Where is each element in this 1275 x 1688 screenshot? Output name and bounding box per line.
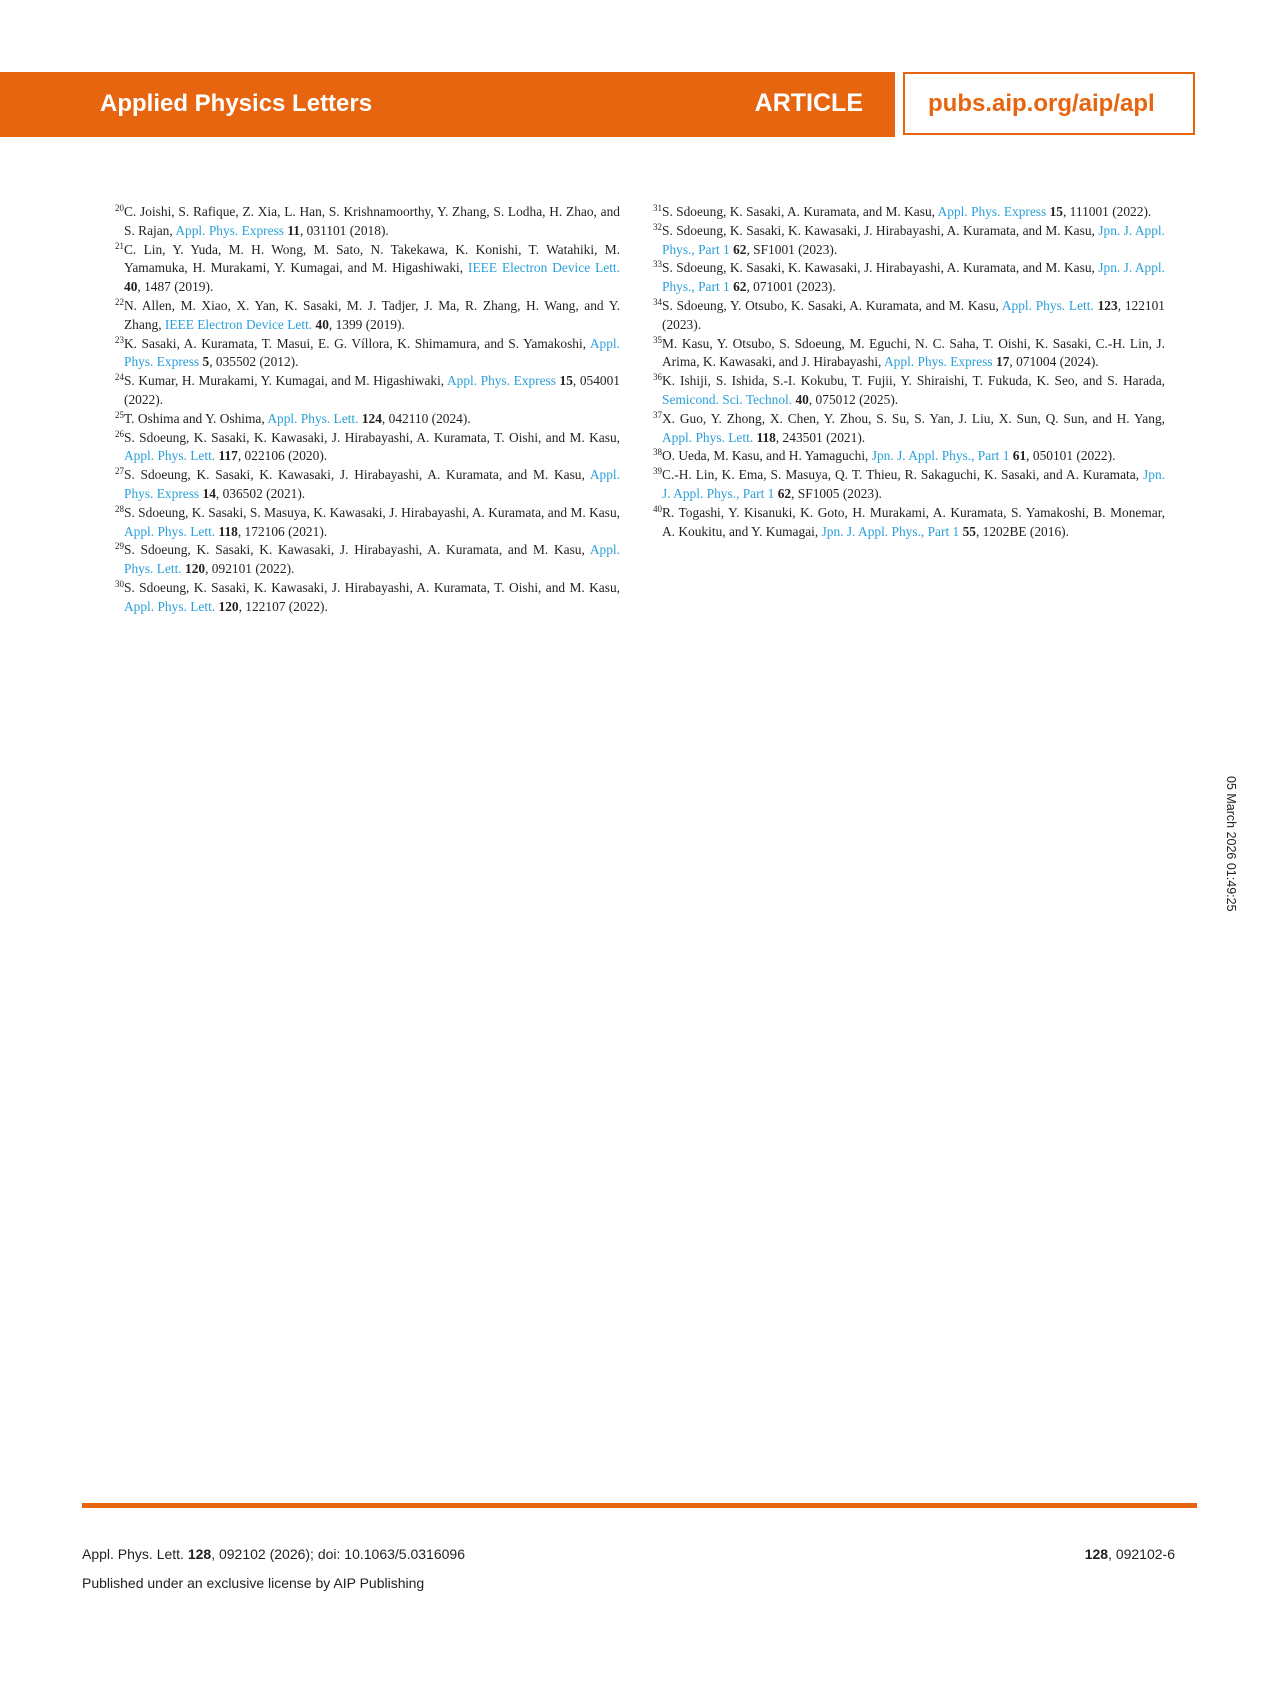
reference-volume: 14 — [202, 485, 216, 501]
reference-authors: S. Kumar, H. Murakami, Y. Kumagai, and M. Higashiwaki, — [124, 373, 447, 389]
reference-pages-year: , 050101 (2022). — [1026, 448, 1116, 464]
reference-authors: S. Sdoeung, K. Sasaki, K. Kawasaki, J. Hirabayashi, A. Kuramata, T. Oishi, and M. Kasu, — [124, 429, 620, 445]
reference-item — [115, 466, 620, 504]
reference-journal-link[interactable]: Appl. Phys. Express — [124, 335, 620, 370]
page-id: , 092102-6 — [1108, 1546, 1175, 1562]
reference-volume: 62 — [733, 241, 747, 257]
reference-authors: R. Togashi, Y. Kisanuki, K. Goto, H. Murakami, A. Kuramata, S. Yamakoshi, B. Monemar, A. Koukitu, and Y. Kumagai, — [662, 504, 1165, 539]
reference-pages-year: , 036502 (2021). — [215, 485, 306, 501]
reference-pages-year: , 022106 (2020). — [237, 448, 328, 464]
reference-authors: S. Sdoeung, K. Sasaki, K. Kawasaki, J. Hirabayashi, A. Kuramata, and M. Kasu, — [662, 260, 1099, 276]
footer-license: Published under an exclusive license by AIP Publishing — [82, 1575, 425, 1591]
reference-number: 25 — [115, 409, 124, 420]
reference-pages-year: , 035502 (2012). — [209, 354, 299, 370]
reference-volume: 118 — [218, 523, 238, 539]
reference-number: 26 — [115, 428, 124, 439]
reference-journal-link[interactable]: Appl. Phys. Lett. — [124, 542, 620, 577]
reference-journal-link[interactable]: Jpn. J. Appl. Phys., Part 1 — [871, 448, 1010, 464]
reference-volume: 120 — [185, 561, 206, 577]
reference-volume: 124 — [361, 410, 382, 426]
reference-authors: C. Lin, Y. Yuda, M. H. Wong, M. Sato, N. Takekawa, K. Konishi, T. Watahiki, M. Yamamuka, H. Murakami, Y. Kumagai, and M. Higashiwaki, — [124, 241, 620, 276]
reference-pages-year: , 031101 (2018). — [299, 222, 389, 238]
reference-authors: N. Allen, M. Xiao, X. Yan, K. Sasaki, M. J. Tadjer, J. Ma, R. Zhang, H. Wang, and Y. Zhang, — [124, 297, 620, 332]
reference-volume: 5 — [202, 354, 210, 370]
reference-number: 27 — [115, 466, 124, 477]
reference-number: 23 — [115, 334, 124, 345]
reference-number: 20 — [115, 203, 124, 213]
reference-volume: 120 — [218, 598, 239, 614]
reference-pages-year: , 1399 (2019). — [328, 316, 405, 332]
reference-number: 38 — [653, 447, 662, 458]
reference-pages-year: , SF1005 (2023). — [791, 485, 882, 501]
reference-item — [653, 335, 1165, 373]
reference-journal-link[interactable]: Jpn. J. Appl. Phys., Part 1 — [662, 260, 1165, 295]
reference-volume: 15 — [559, 373, 573, 389]
reference-number: 33 — [653, 259, 662, 270]
reference-pages-year: , SF1001 (2023). — [746, 241, 838, 257]
reference-pages-year: , 122101 (2023). — [662, 297, 1165, 332]
reference-journal-link[interactable]: Jpn. J. Appl. Phys., Part 1 — [662, 222, 1165, 257]
reference-journal-link[interactable]: Appl. Phys. Express — [446, 373, 556, 389]
reference-authors: S. Sdoeung, K. Sasaki, A. Kuramata, and M. Kasu, — [662, 204, 938, 219]
reference-item — [115, 372, 620, 410]
reference-journal-link[interactable]: Appl. Phys. Lett. — [267, 410, 359, 426]
reference-journal-link[interactable]: Appl. Phys. Lett. — [124, 448, 216, 464]
reference-item — [115, 203, 620, 241]
reference-number: 36 — [653, 372, 662, 383]
reference-item — [653, 259, 1165, 297]
reference-authors: T. Oshima and Y. Oshima, — [124, 410, 268, 426]
reference-volume: 62 — [733, 279, 747, 295]
reference-number: 40 — [653, 503, 662, 514]
reference-number: 39 — [653, 466, 662, 477]
reference-journal-link[interactable]: Appl. Phys. Lett. — [124, 598, 216, 614]
reference-number: 31 — [653, 203, 662, 213]
reference-item — [115, 504, 620, 542]
reference-pages-year: , 172106 (2021). — [237, 523, 328, 539]
reference-journal-link[interactable]: Jpn. J. Appl. Phys., Part 1 — [821, 523, 960, 539]
reference-item — [115, 335, 620, 373]
article-type-label: ARTICLE — [754, 89, 863, 117]
reference-journal-link[interactable]: IEEE Electron Device Lett. — [164, 316, 313, 332]
reference-number: 24 — [115, 372, 124, 383]
reference-item — [653, 410, 1165, 448]
citation-journal: Appl. Phys. Lett. — [82, 1546, 188, 1562]
page-volume: 128 — [1084, 1546, 1109, 1562]
reference-item — [653, 447, 1165, 466]
reference-item — [115, 297, 620, 335]
reference-pages-year: , 243501 (2021). — [775, 429, 866, 445]
reference-number: 35 — [653, 334, 662, 345]
reference-journal-link[interactable]: Semicond. Sci. Technol. — [662, 391, 793, 407]
reference-authors: M. Kasu, Y. Otsubo, S. Sdoeung, M. Eguchi, N. C. Saha, T. Oishi, K. Sasaki, C.-H. Lin, J. Arima, K. Kawasaki, and J. Hirabayashi, — [662, 335, 1165, 370]
reference-item — [653, 297, 1165, 335]
reference-journal-link[interactable]: Appl. Phys. Express — [937, 204, 1047, 219]
reference-authors: S. Sdoeung, K. Sasaki, K. Kawasaki, J. Hirabayashi, A. Kuramata, T. Oishi, and M. Kasu, — [124, 579, 620, 595]
reference-volume: 40 — [124, 279, 138, 295]
reference-number: 37 — [653, 409, 662, 420]
reference-journal-link[interactable]: Appl. Phys. Express — [884, 354, 993, 370]
reference-volume: 118 — [756, 429, 776, 445]
references-right-column — [653, 203, 1165, 541]
reference-authors: S. Sdoeung, Y. Otsubo, K. Sasaki, A. Kuramata, and M. Kasu, — [662, 297, 1002, 313]
download-timestamp: 05 March 2026 01:49:25 — [1224, 776, 1238, 912]
reference-volume: 55 — [962, 523, 976, 539]
reference-pages-year: , 1202BE (2016). — [975, 523, 1069, 539]
reference-authors: O. Ueda, M. Kasu, and H. Yamaguchi, — [662, 448, 872, 464]
reference-authors: X. Guo, Y. Zhong, X. Chen, Y. Zhou, S. Su, S. Yan, J. Liu, X. Sun, Q. Sun, and H. Yang, — [662, 410, 1165, 426]
reference-item — [653, 466, 1165, 504]
reference-pages-year: , 071004 (2024). — [1009, 354, 1099, 370]
footer-rule — [82, 1503, 1197, 1508]
reference-item — [653, 372, 1165, 410]
reference-number: 29 — [115, 541, 124, 552]
reference-number: 30 — [115, 578, 124, 589]
reference-number: 34 — [653, 296, 662, 307]
reference-item — [115, 241, 620, 297]
reference-authors: S. Sdoeung, K. Sasaki, K. Kawasaki, J. Hirabayashi, A. Kuramata, and M. Kasu, — [124, 542, 590, 558]
reference-volume: 15 — [1049, 204, 1063, 219]
citation-volume: 128 — [187, 1546, 212, 1562]
reference-number: 28 — [115, 503, 124, 514]
reference-volume: 11 — [287, 222, 300, 238]
reference-number: 21 — [115, 240, 124, 251]
reference-journal-link[interactable]: Appl. Phys. Lett. — [124, 523, 216, 539]
reference-volume: 40 — [795, 391, 809, 407]
journal-url-link[interactable]: pubs.aip.org/aip/apl — [928, 90, 1155, 117]
reference-pages-year: , 054001 (2022). — [124, 373, 620, 407]
reference-journal-link[interactable]: Appl. Phys. Express — [175, 222, 284, 238]
reference-authors: C.-H. Lin, K. Ema, S. Masuya, Q. T. Thieu, R. Sakaguchi, K. Sasaki, and A. Kuramata, — [662, 467, 1144, 483]
reference-journal-link[interactable]: Appl. Phys. Lett. — [662, 429, 754, 445]
reference-item — [653, 203, 1165, 222]
reference-authors: S. Sdoeung, K. Sasaki, S. Masuya, K. Kawasaki, J. Hirabayashi, A. Kuramata, and M. Kasu, — [124, 504, 620, 520]
reference-authors: C. Joishi, S. Rafique, Z. Xia, L. Han, S. Krishnamoorthy, Y. Zhang, S. Lodha, H. Zhao, and S. Rajan, — [124, 204, 620, 238]
reference-item — [653, 222, 1165, 260]
reference-pages-year: , 042110 (2024). — [381, 410, 471, 426]
reference-item — [115, 579, 620, 617]
citation-doi[interactable]: , 092102 (2026); doi: 10.1063/5.0316096 — [211, 1546, 465, 1562]
reference-volume: 117 — [218, 448, 238, 464]
reference-pages-year: , 075012 (2025). — [808, 391, 899, 407]
references-left-column — [115, 203, 620, 617]
reference-number: 32 — [653, 221, 662, 232]
reference-volume: 40 — [315, 316, 329, 332]
footer-citation — [82, 1546, 465, 1562]
reference-authors: S. Sdoeung, K. Sasaki, K. Kawasaki, J. Hirabayashi, A. Kuramata, and M. Kasu, — [124, 467, 590, 483]
reference-pages-year: , 1487 (2019). — [137, 279, 214, 295]
page-number — [1085, 1546, 1175, 1562]
reference-item — [653, 504, 1165, 542]
reference-item — [115, 410, 620, 429]
journal-title: Applied Physics Letters — [100, 90, 373, 117]
reference-volume: 61 — [1012, 448, 1027, 464]
reference-pages-year: , 071001 (2023). — [746, 279, 836, 295]
reference-authors: K. Sasaki, A. Kuramata, T. Masui, E. G. Víllora, K. Shimamura, and S. Yamakoshi, — [124, 335, 590, 351]
reference-item — [115, 429, 620, 467]
reference-volume: 17 — [996, 354, 1010, 370]
reference-authors: K. Ishiji, S. Ishida, S.-I. Kokubu, T. Fujii, Y. Shiraishi, T. Fukuda, K. Seo, and S. Harada, — [662, 373, 1165, 389]
reference-journal-link[interactable]: Jpn. J. Appl. Phys., Part 1 — [662, 467, 1165, 501]
reference-pages-year: , 122107 (2022). — [238, 598, 328, 614]
reference-authors: S. Sdoeung, K. Sasaki, K. Kawasaki, J. Hirabayashi, A. Kuramata, and M. Kasu, — [662, 222, 1099, 238]
reference-volume: 123 — [1097, 297, 1118, 313]
reference-journal-link[interactable]: Appl. Phys. Express — [124, 467, 620, 501]
reference-journal-link[interactable]: IEEE Electron Device Lett. — [468, 260, 620, 276]
reference-pages-year: , 111001 (2022). — [1062, 204, 1152, 219]
reference-item — [115, 541, 620, 579]
reference-number: 22 — [115, 296, 124, 307]
reference-pages-year: , 092101 (2022). — [205, 561, 295, 577]
reference-journal-link[interactable]: Appl. Phys. Lett. — [1001, 297, 1094, 313]
reference-volume: 62 — [777, 485, 792, 501]
